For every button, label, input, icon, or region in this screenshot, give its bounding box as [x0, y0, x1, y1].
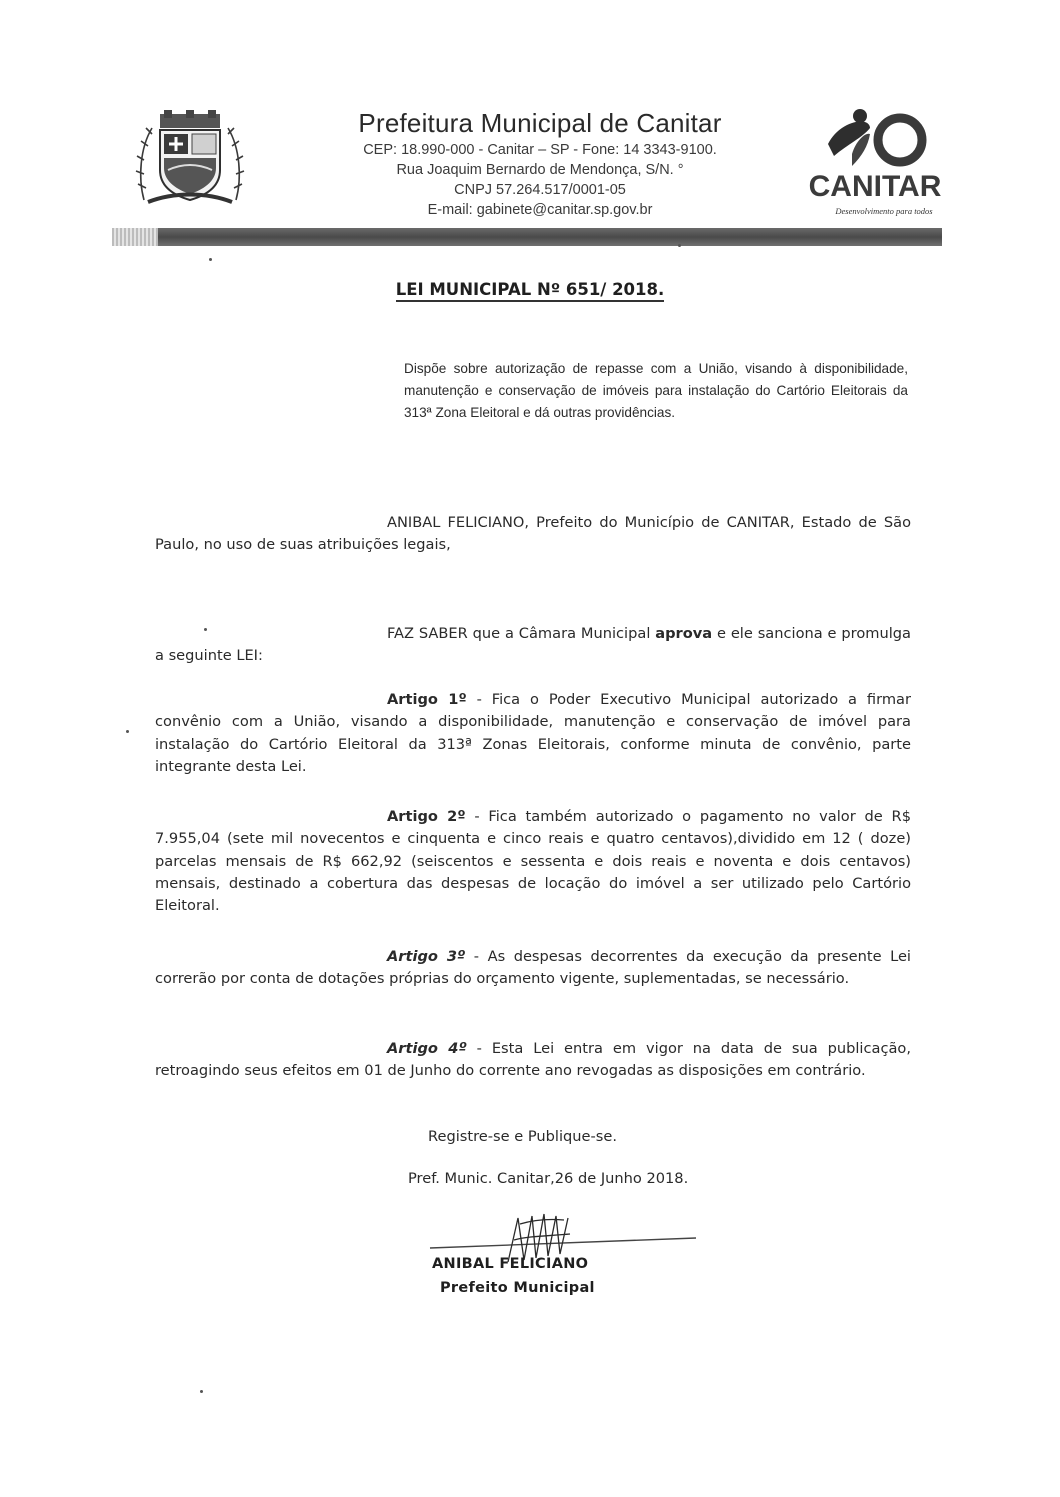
article-1-paragraph	[155, 689, 911, 778]
scan-speck	[204, 628, 207, 631]
signatory-role: Prefeito Municipal	[440, 1280, 595, 1296]
signatory-name: ANIBAL FELICIANO	[432, 1256, 589, 1272]
logo-wordmark: CANITAR	[808, 170, 942, 203]
scan-speck	[126, 730, 129, 733]
closing-line: Registre-se e Publique-se.	[428, 1128, 618, 1145]
letterhead-street-line: Rua Joaquim Bernardo de Mendonça, S/N. °	[396, 162, 684, 178]
enactment-text-bold: aprova	[655, 625, 713, 642]
date-line: Pref. Munic. Canitar,26 de Junho 2018.	[408, 1170, 689, 1187]
article-3-text: - As despesas decorrentes da execução da presente Lei correrão por conta de dotações próprias do orçamento vigente, suplementadas, se necessário.	[155, 948, 911, 988]
letterhead-email-line: E-mail: gabinete@canitar.sp.gov.br	[427, 202, 653, 218]
article-4-label: Artigo 4º	[387, 1040, 467, 1057]
article-3-label: Artigo 3º	[387, 948, 466, 965]
letterhead-cnpj-line: CNPJ 57.264.517/0001-05	[454, 182, 626, 198]
scan-speck	[678, 244, 681, 247]
enactment-text-pre: FAZ SABER que a Câmara Municipal	[387, 625, 656, 642]
enactment-text-post: e ele sanciona e promulga a seguinte LEI:	[155, 625, 911, 665]
canitar-logo	[800, 104, 950, 222]
article-2-text: - Fica também autorizado o pagamento no valor de R$ 7.955,04 (sete mil novecentos e cinquenta e cinco reais e quatro centavos),dividido em 12 ( doze) parcelas mensais de R$ 662,92 (seiscentos e sessenta e dois reais e noventa e dois centavos) mensais, destinado a cobertura das despesas de locação do imóvel a ser utilizado pelo Cartório Eleitoral.	[155, 808, 911, 915]
scan-speck	[200, 1390, 203, 1393]
header-divider-texture	[112, 228, 158, 246]
canitar-logo-icon	[800, 104, 950, 174]
scan-speck	[209, 258, 212, 261]
letterhead	[300, 106, 780, 220]
preamble-paragraph: ANIBAL FELICIANO, Prefeito do Município de CANITAR, Estado de São Paulo, no uso de suas atribuições legais,	[155, 514, 911, 554]
article-4-text: - Esta Lei entra em vigor na data de sua publicação, retroagindo seus efeitos em 01 de Junho do corrente ano revogadas as disposições em contrário.	[155, 1040, 911, 1080]
letterhead-title: Prefeitura Municipal de Canitar	[358, 108, 722, 138]
article-4-paragraph	[155, 1038, 911, 1083]
law-summary: Dispõe sobre autorização de repasse com a União, visando à disponibilidade, manutenção e conservação de imóveis para instalação do Cartório Eleitorais da 313ª Zona Eleitoral e dá outras providências.	[404, 361, 908, 420]
coat-of-arms-icon	[134, 108, 246, 208]
law-title-text: LEI MUNICIPAL Nº 651/ 2018.	[396, 280, 665, 302]
enactment-paragraph	[155, 623, 911, 668]
law-title	[0, 280, 1060, 299]
article-2-paragraph	[155, 806, 911, 917]
article-1-text: - Fica o Poder Executivo Municipal autorizado a firmar convênio com a União, visando a disponibilidade, manutenção e conservação de imóvel para instalação do Cartório Eleitoral da 313ª Zonas Eleitorais, conforme minuta de convênio, parte integrante desta Lei.	[155, 691, 911, 775]
logo-tagline: Desenvolvimento para todos	[835, 206, 933, 216]
letterhead-address-line: CEP: 18.990-000 - Canitar – SP - Fone: 14 3343-9100.	[363, 142, 717, 158]
article-1-label: Artigo 1º	[387, 691, 467, 708]
article-3-paragraph	[155, 946, 911, 991]
article-2-label: Artigo 2º	[387, 808, 466, 825]
header-divider-band	[112, 228, 942, 246]
